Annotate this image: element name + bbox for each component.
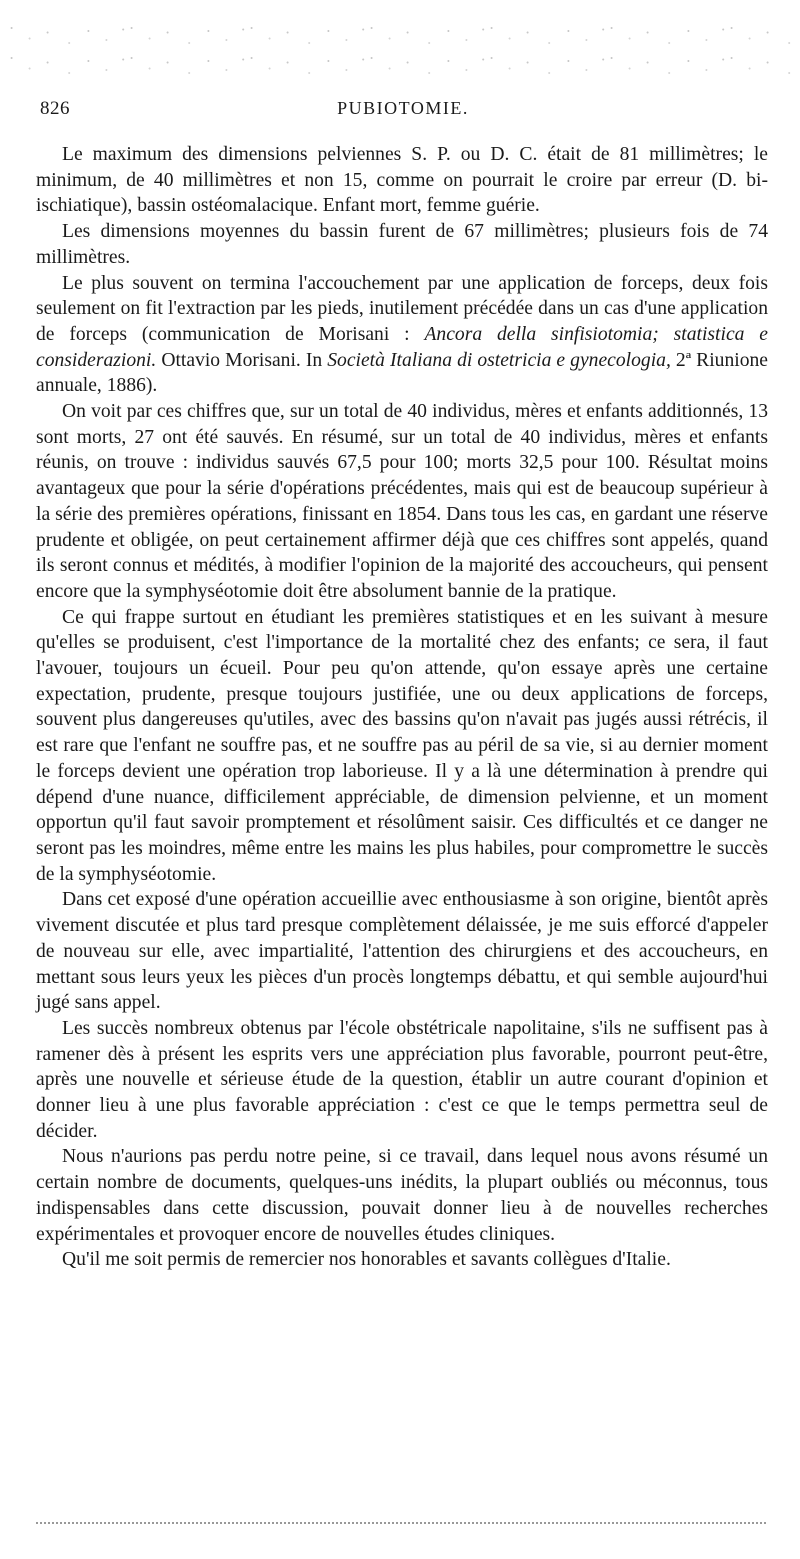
- paragraph-thanks: Qu'il me soit permis de remercier nos honorables et savants collègues d'Italie.: [62, 1249, 671, 1271]
- body-text: [36, 142, 768, 1273]
- paragraph-average-dimensions: Les dimensions moyennes du bassin furent de 67 millimètres; plusieurs fois de 74 millimètres.: [36, 221, 768, 268]
- society-name-italic: Società Italiana di ostetricia e gynecologia,: [327, 349, 671, 371]
- paragraph-statistics-summary: On voit par ces chiffres que, sur un total de 40 individus, mères et enfants additionnés, 13 sont morts, 27 ont été sauvés. En résumé, sur un total de 40 individus, mères et enfants réunis, on trouve : individus sauvés 67,5 pour 100; morts 32,5 pour 100. Résultat moins avantageux que pour la série d'opérations précédentes, mais qui est de beaucoup supérieur à la série des premières opérations, finissant en 1854. Dans tous les cas, en gardant une réserve prudente et obligée, on peut certainement affirmer déjà que ces chiffres sont appelés, quand ils seront connus et médités, à modifier l'opinion de la majorité des accoucheurs, qui pensent encore que la symphyséotomie doit être absolument bannie de la pratique.: [36, 401, 768, 602]
- page-number: 826: [40, 98, 70, 119]
- paragraph-forceps-text-after: 2ª Riunione annuale, 1886).: [36, 349, 768, 397]
- bottom-dotted-rule: [36, 1522, 766, 1524]
- paragraph-forceps-application: [36, 271, 768, 400]
- citation-title-italic: Ancora della sinfisiotomia; statistica e considerazioni.: [36, 323, 768, 371]
- paragraph-forceps-text-before: Le plus souvent on termina l'accouchement par une application de forceps, deux fois seulement on fit l'extraction par les pieds, inutilement précédée dans un cas d'une application de forceps (communication de Morisani :: [36, 272, 768, 345]
- paragraph-neapolitan-school: Les succès nombreux obtenus par l'école obstétricale napolitaine, s'ils ne suffisent pas à ramener dès à présent les esprits vers une appréciation plus favorable, pourront peut-être, après une nouvelle et sérieuse étude de la question, établir un autre courant d'opinion et donner lieu à une plus favorable appréciation : c'est ce que le temps permettra seul de décider.: [36, 1017, 768, 1142]
- scan-speckle-decoration: [8, 22, 792, 82]
- running-title: PUBIOTOMIE.: [337, 98, 469, 118]
- page-header: [40, 98, 766, 128]
- paragraph-infant-mortality: Ce qui frappe surtout en étudiant les premières statistiques et en les suivant à mesure qu'elles se produisent, c'est l'importance de la mortalité chez des enfants; ce sera, il faut l'avouer, toujours un écueil. Pour peu qu'on attende, qu'on essaye après une certaine expectation, prudente, presque toujours justifiée, une ou deux applications de forceps, souvent plus dangereuses qu'utiles, avec des bassins qu'on n'avait pas jugés aussi rétrécis, il est rare que l'enfant ne souffre pas, et ne souffre pas au péril de sa vie, si au dernier moment le forceps devient une opération trop laborieuse. Il y a là une détermination à prendre qui dépend d'une nuance, difficilement appréciable, de dimension pelvienne, et un moment opportun qu'il faut savoir promptement et résolûment saisir. Ces difficultés et ce danger ne seront pas les moindres, même entre les mains les plus habiles, pour compromettre le succès de la symphyséotomie.: [36, 606, 768, 885]
- paragraph-author-exposition: Dans cet exposé d'une opération accueillie avec enthousiasme à son origine, bientôt après vivement discutée et plus tard presque complètement délaissée, je me suis efforcé d'appeler de nouveau sur elle, avec impartialité, l'attention des chirurgiens et des accoucheurs, en mettant sous leurs yeux les pièces d'un procès longtemps débattu, et qui semble aujourd'hui jugé sans appel.: [36, 889, 768, 1014]
- paragraph-forceps-text-middle: Ottavio Morisani. In: [156, 349, 328, 371]
- paragraph-conclusion: Nous n'aurions pas perdu notre peine, si ce travail, dans lequel nous avons résumé un certain nombre de documents, quelques-uns inédits, la plupart oubliés ou méconnus, tous indispensables dans cette discussion, pouvait donner lieu à de nouvelles recherches expérimentales et provoquer encore de nouvelles études cliniques.: [36, 1146, 768, 1245]
- paragraph-pelvic-dimensions: Le maximum des dimensions pelviennes S. P. ou D. C. était de 81 millimètres; le minimum, de 40 millimètres et non 15, comme on pourrait le croire par erreur (D. bi-ischiatique), bassin ostéomalacique. Enfant mort, femme guérie.: [36, 144, 768, 217]
